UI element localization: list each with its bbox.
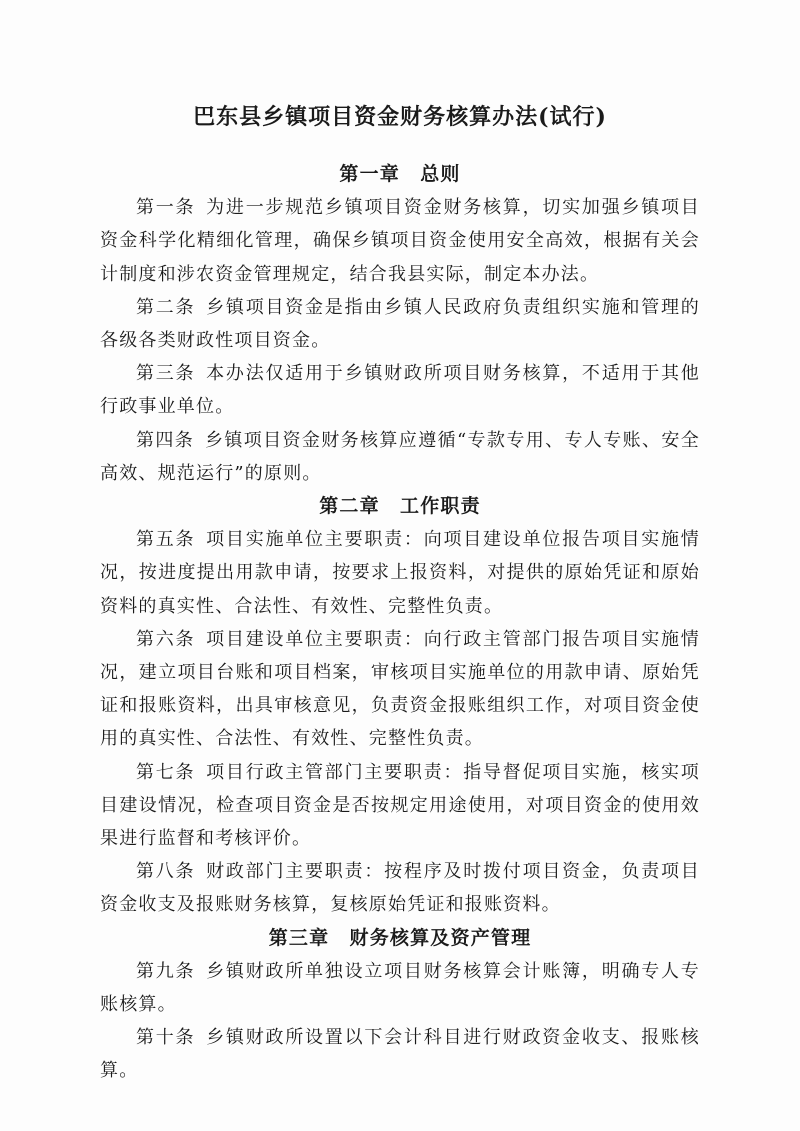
article-label: 第五条: [136, 529, 196, 551]
chapter-3: [100, 922, 700, 1088]
chapter-1: [100, 158, 700, 490]
article-text: 乡镇财政所单独设立项目财务核算会计账簿，明确专人专账核算。: [100, 960, 700, 1016]
article-text: 项目建设单位主要职责：向行政主管部门报告项目实施情况，建立项目台账和项目档案，审核项目实施单位的用款申请、原始凭证和报账资料，出具审核意见，负责资金报账组织工作，对项目资金使用的真实性、合法性、有效性、完整性负责。: [100, 628, 700, 750]
article-text: 项目行政主管部门主要职责：指导督促项目实施，核实项目建设情况，检查项目资金是否按规定用途使用，对项目资金的使用效果进行监督和考核评价。: [100, 761, 700, 850]
article-text: 乡镇项目资金是指由乡镇人民政府负责组织实施和管理的各级各类财政性项目资金。: [100, 296, 700, 352]
article-4: [100, 424, 700, 490]
article-text: 乡镇项目资金财务核算应遵循“专款专用、专人专账、安全高效、规范运行”的原则。: [100, 429, 700, 484]
article-label: 第三条: [136, 363, 196, 385]
chapter-heading: 第一章 总则: [339, 163, 461, 185]
document-title: 巴东县乡镇项目资金财务核算办法(试行): [193, 104, 607, 130]
article-text: 本办法仅适用于乡镇财政所项目财务核算，不适用于其他行政事业单位。: [100, 363, 700, 418]
chapter-heading: 第三章 财务核算及资产管理: [268, 926, 532, 949]
article-label: 第七条: [136, 761, 196, 783]
article-label: 第十条: [136, 1027, 196, 1049]
article-label: 第九条: [136, 960, 196, 982]
article-text: 为进一步规范乡镇项目资金财务核算，切实加强乡镇项目资金科学化精细化管理，确保乡镇项目资金使用安全高效，根据有关会计制度和涉农资金管理规定，结合我县实际，制定本办法。: [100, 197, 700, 285]
article-9: [100, 955, 700, 1021]
article-1: [100, 191, 700, 291]
article-8: [100, 855, 700, 921]
article-2: [100, 291, 700, 357]
chapter-heading: 第二章 工作职责: [319, 495, 481, 518]
article-label: 第二条: [136, 296, 196, 318]
article-5: [100, 523, 700, 623]
article-7: [100, 756, 700, 856]
article-label: 第八条: [136, 861, 196, 883]
article-text: 财政部门主要职责：按程序及时拨付项目资金，负责项目资金收支及报账财务核算，复核原始凭证和报账资料。: [100, 861, 700, 916]
chapter-2: [100, 490, 700, 922]
article-6: [100, 623, 700, 756]
article-text: 项目实施单位主要职责：向项目建设单位报告项目实施情况，按进度提出用款申请，按要求上报资料，对提供的原始凭证和原始资料的真实性、合法性、有效性、完整性负责。: [100, 529, 700, 617]
article-text: 乡镇财政所设置以下会计科目进行财政资金收支、报账核算。: [100, 1027, 700, 1082]
document-body: [100, 158, 700, 1088]
article-3: [100, 357, 700, 423]
article-label: 第六条: [136, 628, 196, 650]
article-10: [100, 1021, 700, 1087]
article-label: 第一条: [136, 197, 196, 219]
article-label: 第四条: [136, 429, 195, 451]
